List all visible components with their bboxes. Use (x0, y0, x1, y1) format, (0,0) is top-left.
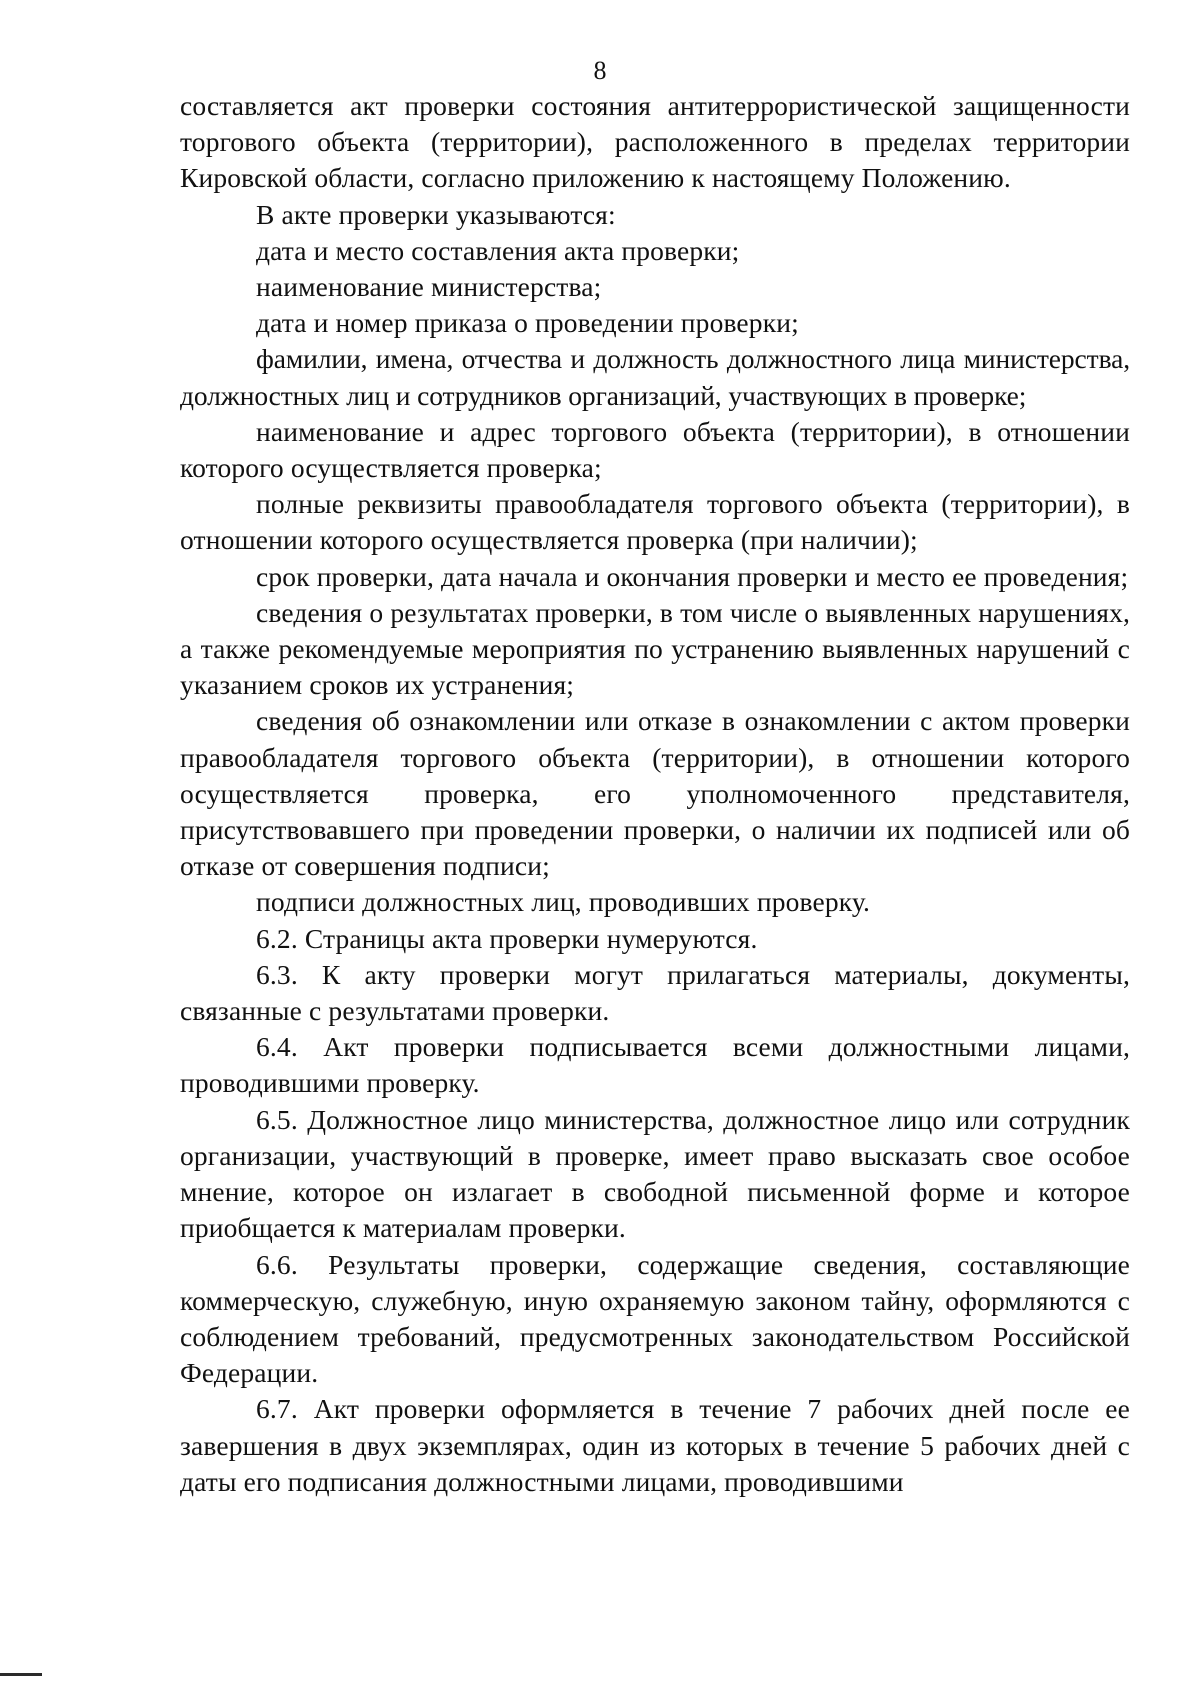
scan-edge-mark (0, 1673, 42, 1676)
page-number: 8 (593, 56, 607, 85)
list-item-date-place: дата и место составления акта проверки; (256, 234, 740, 266)
list-item-order-date-number: дата и номер приказа о проведении проверки; (256, 307, 799, 339)
list-item-participants: фамилии, имена, отчества и должность должностного лица министерства, должностных лиц и сотрудников организаций, участвующих в проверке; (180, 343, 1130, 411)
clause-6-4: 6.4. Акт проверки подписывается всеми должностными лицами, проводившими проверку. (180, 1031, 1130, 1099)
list-item-signatures: подписи должностных лиц, проводивших проверку. (256, 886, 871, 918)
list-item-object-address: наименование и адрес торгового объекта (территории), в отношении которого осуществляется проверка; (180, 415, 1130, 484)
paragraph-act-contents-intro: В акте проверки указываются: (256, 198, 616, 230)
list-item-acknowledgement: сведения об ознакомлении или отказе в ознакомлении с актом проверки правообладателя торгового объекта (территории), в отношении которого осуществляется проверка, его уполномоченного представителя, присутствовавшего при проведении проверки, о наличии их подписей или об отказе от совершения подписи; (180, 705, 1130, 882)
clause-6-2: 6.2. Страницы акта проверки нумеруются. (256, 922, 758, 954)
list-item-inspection-dates: срок проверки, дата начала и окончания проверки и место ее проведения; (256, 560, 1129, 592)
list-item-owner-details: полные реквизиты правообладателя торгового объекта (территории), в отношении которого осуществляется проверка (при наличии); (180, 488, 1130, 556)
document-body (180, 88, 1130, 1500)
clause-6-5: 6.5. Должностное лицо министерства, должностное лицо или сотрудник организации, участвующий в проверке, имеет право высказать свое особое мнение, которое он излагает в свободной письменной форме и которое приобщается к материалам проверки. (180, 1103, 1130, 1244)
list-item-ministry-name: наименование министерства; (256, 271, 602, 303)
paragraph-act-composition: составляется акт проверки состояния антитеррористической защищенности торгового объекта (территории), расположенного в пределах территории Кировской области, согласно приложению к настоящему Положению. (180, 90, 1130, 194)
clause-6-7: 6.7. Акт проверки оформляется в течение 7 рабочих дней после ее завершения в двух экземплярах, один из которых в течение 5 рабочих дней с даты его подписания должностными лицами, проводившими (180, 1393, 1130, 1497)
clause-6-3: 6.3. К акту проверки могут прилагаться материалы, документы, связанные с результатами проверки. (180, 958, 1130, 1027)
clause-6-6: 6.6. Результаты проверки, содержащие сведения, составляющие коммерческую, служебную, иную охраняемую законом тайну, оформляются с соблюдением требований, предусмотренных законодательством Российской Федерации. (180, 1248, 1130, 1389)
list-item-results: сведения о результатах проверки, в том числе о выявленных нарушениях, а также рекомендуемые мероприятия по устранению выявленных нарушений с указанием сроков их устранения; (180, 596, 1130, 701)
